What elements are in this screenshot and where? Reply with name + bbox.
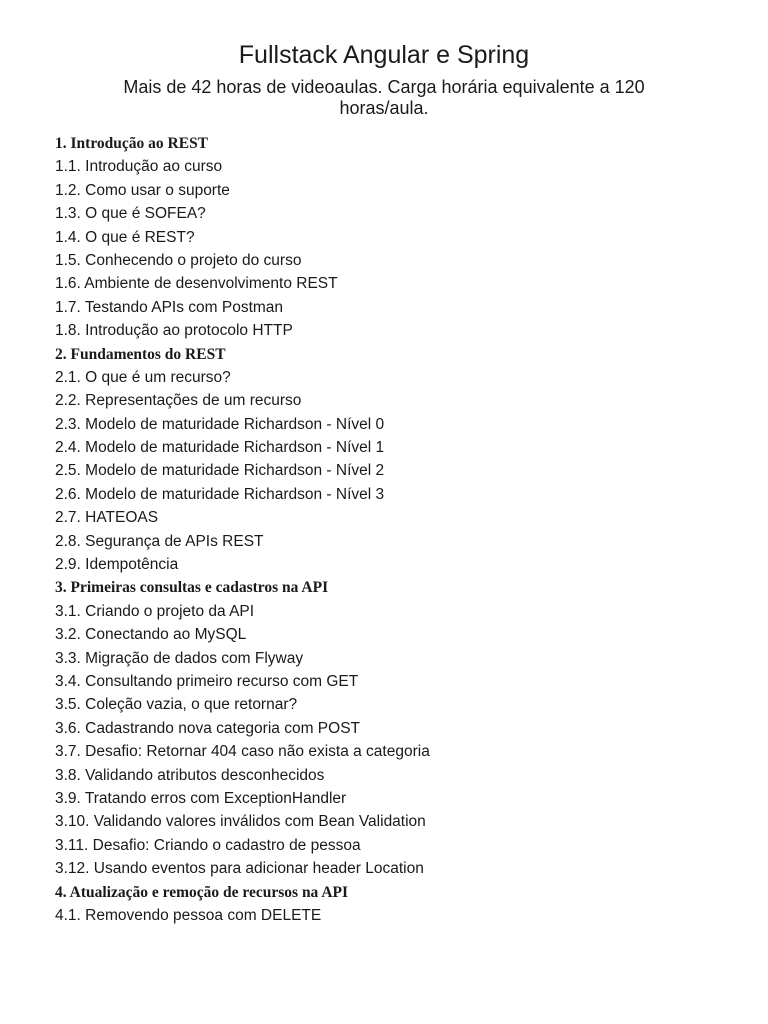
toc-section-heading: 1. Introdução ao REST <box>55 135 209 152</box>
toc-item: 3.11. Desafio: Criando o cadastro de pessoa <box>55 836 361 854</box>
toc-item: 1.4. O que é REST? <box>55 228 195 246</box>
toc-item: 2.8. Segurança de APIs REST <box>55 532 264 550</box>
toc-item: 3.6. Cadastrando nova categoria com POST <box>55 719 360 737</box>
toc-item: 3.5. Coleção vazia, o que retornar? <box>55 696 298 714</box>
document-title: Fullstack Angular e Spring <box>238 41 530 69</box>
toc-item: 3.12. Usando eventos para adicionar header Location <box>55 860 424 878</box>
toc-item: 3.2. Conectando ao MySQL <box>55 626 247 644</box>
toc-item: 3.7. Desafio: Retornar 404 caso não exista a categoria <box>55 743 430 761</box>
toc-item: 3.3. Migração de dados com Flyway <box>55 649 304 667</box>
toc-item: 2.4. Modelo de maturidade Richardson - Nível 1 <box>55 439 385 457</box>
toc-item: 3.8. Validando atributos desconhecidos <box>55 766 325 784</box>
toc-item: 3.10. Validando valores inválidos com Bean Validation <box>55 813 426 831</box>
toc-item: 1.8. Introdução ao protocolo HTTP <box>55 322 293 340</box>
document-subtitle: Mais de 42 horas de videoaulas. Carga horária equivalente a 120 horas/aula. <box>123 77 645 118</box>
toc-item: 1.2. Como usar o suporte <box>55 181 230 199</box>
toc-item: 1.6. Ambiente de desenvolvimento REST <box>55 275 338 293</box>
toc-item: 1.7. Testando APIs com Postman <box>55 298 284 316</box>
toc-item: 2.7. HATEOAS <box>55 509 159 527</box>
toc-item: 2.2. Representações de um recurso <box>55 392 302 410</box>
toc-section-heading: 4. Atualização e remoção de recursos na API <box>55 883 349 901</box>
toc-item: 2.3. Modelo de maturidade Richardson - Nível 0 <box>55 415 385 433</box>
toc-item: 2.1. O que é um recurso? <box>55 368 231 386</box>
toc-item: 2.5. Modelo de maturidade Richardson - Nível 2 <box>55 462 385 480</box>
toc-section-heading: 2. Fundamentos do REST <box>55 345 226 363</box>
toc-item: 3.4. Consultando primeiro recurso com GET <box>55 672 359 690</box>
toc-item: 2.6. Modelo de maturidade Richardson - Nível 3 <box>55 485 385 503</box>
table-of-contents <box>55 132 735 927</box>
toc-item: 2.9. Idempotência <box>55 556 179 574</box>
toc-section-heading: 3. Primeiras consultas e cadastros na API <box>55 579 329 597</box>
toc-item: 1.5. Conhecendo o projeto do curso <box>55 251 302 269</box>
toc-item: 4.1. Removendo pessoa com DELETE <box>55 906 322 924</box>
toc-item: 1.3. O que é SOFEA? <box>55 205 206 223</box>
toc-item: 3.9. Tratando erros com ExceptionHandler <box>55 789 347 807</box>
toc-item: 3.1. Criando o projeto da API <box>55 602 255 620</box>
toc-item: 1.1. Introdução ao curso <box>55 158 223 176</box>
